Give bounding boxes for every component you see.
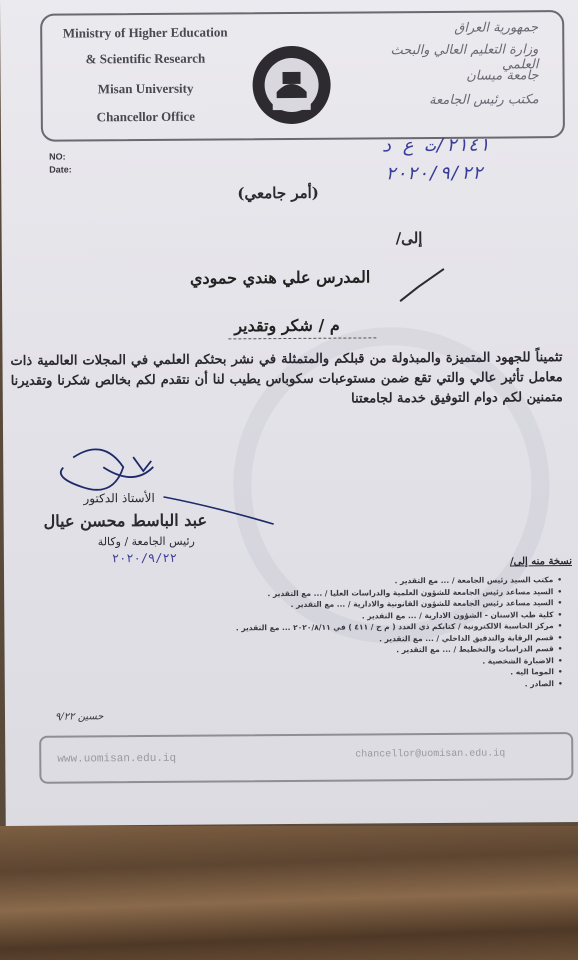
list-item: • مكتب السيد رئيس الجامعة / ... مع التقدير . — [154, 574, 562, 588]
letterhead-ar-line-2: وزارة التعليم العالي والبحث العلمي — [390, 42, 539, 73]
letterhead-en-line-1: Ministry of Higher Education — [62, 24, 228, 41]
reference-date: ٢٠٢٠/٩/٢٢ — [385, 162, 483, 185]
reference-number: ٢١٤١/ت ع د — [380, 134, 490, 157]
letterhead-en-line-3: Misan University — [97, 80, 194, 97]
to-label: إلى/ — [395, 229, 423, 248]
letter-body: تثميناً للجهود المتميزة والمبذولة من قبلكم والمتمثلة في نشر بحثكم العلمي في المجلات العالمية ذات معامل تأثير عالي والتي تقع ضمن مستوعبات سكوباس يطيب لنا أن نتقدم لكم بخالص شكرنا وتقديرنا متمنين لكم دوام التوفيق خدمة لجامعتنا — [10, 350, 563, 407]
copies-list — [154, 574, 563, 692]
subject-line: م / شكر وتقدير — [234, 315, 340, 336]
number-label: NO: — [49, 151, 66, 162]
addressee-name: المدرس علي هندي حمودي — [189, 267, 371, 288]
university-seal-logo — [252, 46, 331, 125]
document-type: (أمر جامعي) — [237, 183, 319, 203]
letterhead-ar-line-3: جامعة ميسان — [466, 68, 539, 84]
letterhead-en-line-4: Chancellor Office — [96, 108, 196, 125]
letterhead-ar-line-4: مكتب رئيس الجامعة — [429, 92, 539, 109]
handwritten-mark-icon — [398, 265, 448, 305]
list-item: • مركز الحاسبة الالكترونية / كتابكم ذي العدد ( م ح / ٤١١ ) في ٢٠٢٠/٨/١١ ... مع التقدير . — [154, 620, 562, 634]
footer-email: chancellor@uomisan.edu.iq — [355, 748, 506, 761]
wooden-table-background — [0, 826, 578, 960]
signatory-role: رئيس الجامعة / وكالة — [97, 534, 195, 549]
list-item: • السيد مساعد رئيس الجامعة للشؤون القانونية والادارية / ... مع التقدير . — [154, 597, 562, 611]
footer-website: www.uomisan.edu.iq — [57, 752, 177, 766]
list-item: • الصادر . — [155, 678, 563, 692]
copies-title: نسخة منه إلى/ — [509, 556, 573, 568]
list-item: • السيد مساعد رئيس الجامعة للشؤون العلمية والدراسات العليا / ... مع التقدير . — [154, 586, 562, 600]
typist-note: حسين ٩/٢٢ — [54, 711, 104, 723]
letterhead-en-line-2: & Scientific Research — [85, 50, 206, 67]
signature-date: ٢٠٢٠/٩/٢٢ — [111, 550, 177, 566]
signatory-name: عبد الباسط محسن عيال — [43, 510, 208, 531]
list-item: • الموما اليه . — [155, 666, 563, 680]
seal-emblem-icon — [252, 46, 331, 125]
signatory-title: الأستاذ الدكتور — [83, 490, 155, 506]
list-item: • قسم الرقابة والتدقيق الداخلي / ... مع التقدير . — [154, 632, 562, 646]
date-label: Date: — [49, 164, 72, 175]
letterhead-ar-line-1: جمهورية العراق — [454, 20, 539, 36]
list-item: • قسم الدراسات والتخطيط / ... مع التقدير . — [155, 643, 563, 657]
list-item: • كلية طب الاسنان - الشؤون الادارية / ... مع التقدير . — [154, 609, 562, 623]
list-item: • الاضبارة الشخصية . — [155, 655, 563, 669]
